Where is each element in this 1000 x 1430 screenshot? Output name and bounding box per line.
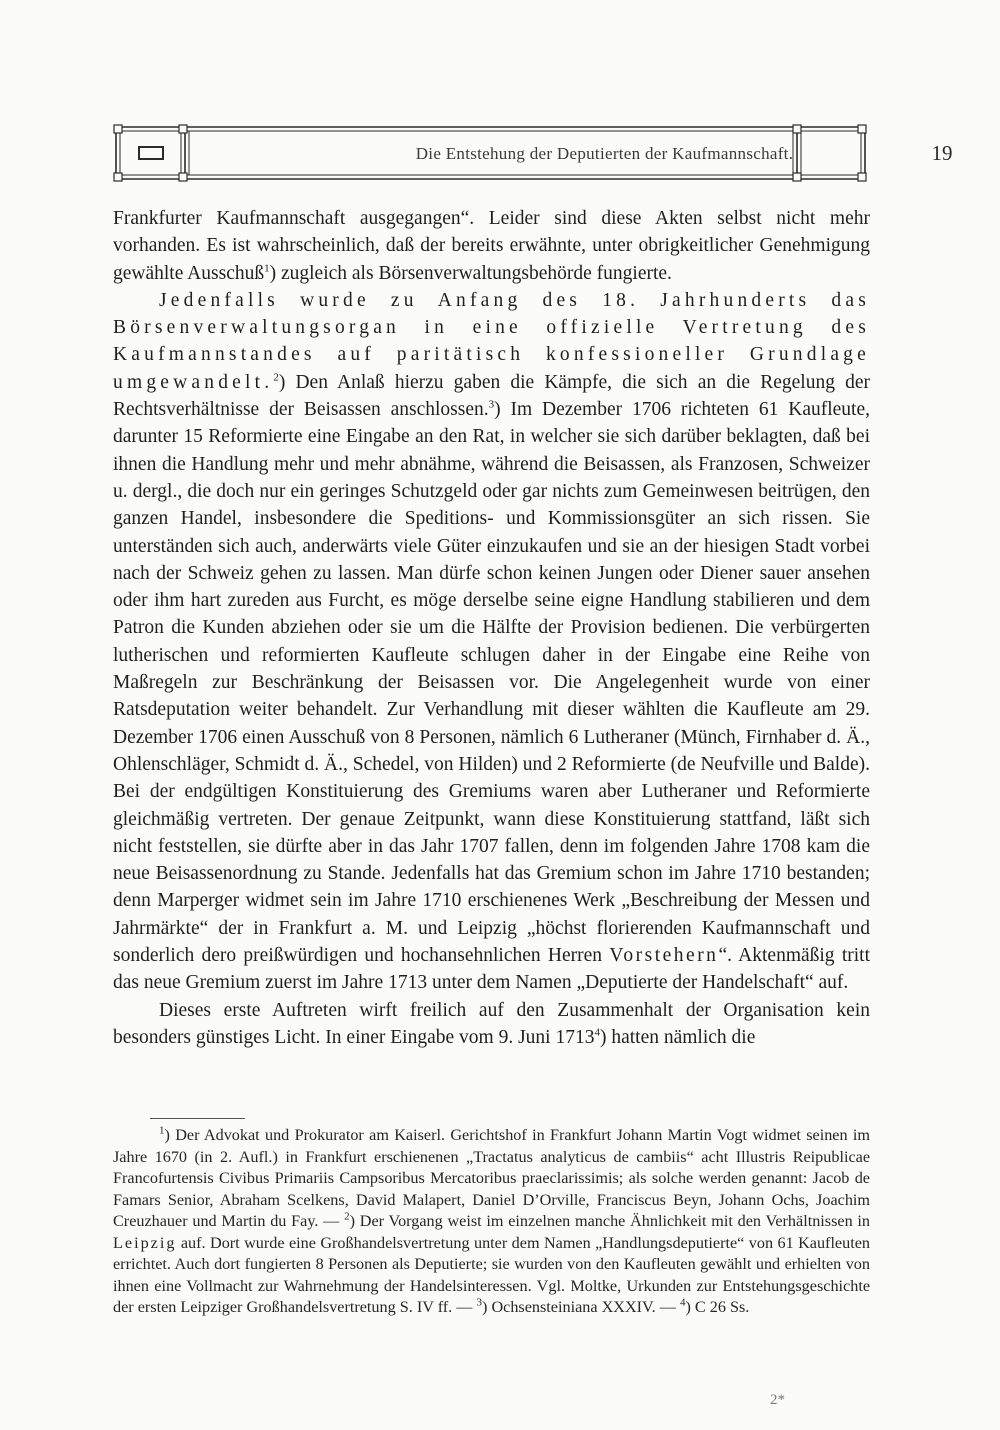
footnote-ref-3: 3 xyxy=(488,398,495,411)
footnote-separator xyxy=(150,1118,245,1119)
running-title: Die Entstehung der Deputierten der Kaufmannschaft. xyxy=(415,144,794,163)
running-header xyxy=(113,124,953,182)
paragraph-2-a: ) Den Anlaß hierzu gaben die Kämpfe, die sich an die Regelung der Rechtsverhältnisse der Beisassen anschlossen. xyxy=(113,371,870,421)
paragraph-1 xyxy=(113,205,870,287)
paragraph-1-end: ) zugleich als Börsenverwaltungsbehörde fungierte. xyxy=(269,262,672,284)
footnote-mark-3: 3 xyxy=(476,1296,483,1309)
footnote-4-text: ) C 26 Ss. xyxy=(685,1298,750,1316)
paragraph-2-b: ) Im Dezember 1706 richteten 61 Kaufleute, darunter 15 Reformierte eine Eingabe an den Rat, in welcher sie sich darüber beklagten, daß bei ihnen die Handlung mehr und mehr abnähme, während die Beisassen, als Franzosen, Schweizer u. dergl., die doch nur ein geringes Schutzgeld oder gar nichts zum Gemeinwesen beitrügen, den ganzen Handel, insbesondere die Speditions- und Kommissionsgüter an sich rissen. Sie unterständen sich auch, anderwärts viele Güter einzukaufen und sie an der hiesigen Stadt vorbei nach der Schweiz gehen zu lassen. Man dürfe schon keinen Jungen oder Diener sauer ansehen oder ihm hart zureden aus Furcht, es möge derselbe seine eigne Handlung stabilieren und dem Patron die Kunden abziehen oder sie um die Hälfte der Provision bedienen. Die verbürgerten lutherischen und reformierten Kaufleute schlugen daher in der Eingabe eine Reihe von Maßregeln zur Beschränkung der Beisassen vor. Die Angelegenheit wurde von einer Ratsdeputation weiter behandelt. Zur Verhandlung mit dieser wählten die Kaufleute am 29. Dezember 1706 einen Ausschuß von 8 Personen, nämlich 6 Lutheraner (Münch, Firnhaber d. Ä., Ohlenschläger, Schmidt d. Ä., Schedel, von Hilden) und 2 Reformierte (de Neufville und Balde). Bei der endgültigen Konstituierung des Gremiums waren aber Lutheraner und Reformierte gleichmäßig vertreten. Der genaue Zeitpunkt, wann diese Konstituierung stattfand, läßt sich nicht feststellen, sie dürfte aber in das Jahr 1707 fallen, denn im folgenden Jahre 1708 kam die neue Beisassenordnung zu Stande. Jedenfalls hat das Gremium schon im Jahre 1710 bestanden; denn Marperger widmet sein im Jahre 1710 erschienenes Werk „Beschreibung der Messen und Jahrmärkte“ der in Frankfurt a. M. und Leipzig „höchst florierenden Kaufmannschaft und sonderlich dero preißwürdigen und hochansehnlichen Herren xyxy=(113,399,871,967)
footnote-mark-2: 2 xyxy=(344,1210,350,1223)
paragraph-3-end: ) hatten nämlich die xyxy=(599,1026,756,1048)
main-text xyxy=(113,205,870,1051)
paragraph-3 xyxy=(113,997,870,1052)
footnote-ref-4: 4 xyxy=(594,1026,600,1039)
paragraph-2-c: “. Aktenmäßig tritt das neue Gremium zuerst im Jahre 1713 unter dem Namen „Deputierte der Handelschaft“ auf. xyxy=(113,945,870,994)
footnote-2-leipzig: Leipzig xyxy=(113,1233,177,1252)
paragraph-3-text: Dieses erste Auftreten wirft freilich auf den Zusammenhalt der Organisation kein besonders günstiges Licht. In einer Eingabe vom 9. Juni 1713 xyxy=(113,999,870,1048)
footnote-block xyxy=(113,1125,870,1319)
emphasized-vorstehern: Vorstehern xyxy=(609,945,719,967)
page-number: 19 xyxy=(931,141,953,165)
paragraph-1-text: Frankfurter Kaufmannschaft ausgegangen“. Leider sind diese Akten selbst nicht mehr vorhanden. Es ist wahrscheinlich, daß der bereits erwähnte, unter obrigkeitlicher Genehmigung gewählte Ausschuß xyxy=(113,208,870,284)
footnote-2-text-b: auf. Dort wurde eine Großhandelsvertretung unter dem Namen „Handlungsdeputierte“ von 61 Kaufleuten errichtet. Auch dort fungierten 8 Personen als Deputierte; sie wurden von den Kaufleuten gewählt und erhielten von ihnen eine Vollmacht zur Wahrnehmung der Handelsinteressen. Vgl. Moltke, Urkunden zur Entstehungsgeschichte der ersten Leipziger Großhandelsvertretung S. IV ff. — xyxy=(113,1233,870,1316)
footnote-ref-2: 2 xyxy=(273,371,279,384)
footnote-3-text: ) Ochsensteiniana XXXIV. — xyxy=(482,1298,680,1316)
footnote-mark-4: 4 xyxy=(679,1296,686,1309)
footnote-1-text: ) Der Advokat und Prokurator am Kaiserl. Gerichtshof in Frankfurt Johann Martin Vogt widmet seinen im Jahre 1670 (in 2. Aufl.) in Frankfurt erschienenen „Tractatus analyticus de cambiis“ acht Illustris Reipublicae Francofurtensis Civibus Primariis Campsoribus Mercatoribus praeclarissimis; als solche werden genannt: Jacob de Famars Senior, Abraham Scelkens, David Malapert, Daniel D’Orville, Franciscus Beyn, Johann Ochs, Joachim Creuzhauer und Martin du Fay. — xyxy=(113,1126,870,1230)
footnote-2-text: ) Der Vorgang weist im einzelnen manche Ähnlichkeit mit den Verhältnissen in xyxy=(349,1212,871,1230)
footnote-ref-1: 1 xyxy=(264,262,270,275)
paragraph-2 xyxy=(113,287,870,997)
footnote-mark-1: 1 xyxy=(159,1124,165,1137)
footnotes xyxy=(113,1125,870,1319)
signature-mark: 2* xyxy=(770,1392,785,1408)
emphasized-text: Jedenfalls wurde zu Anfang des 18. Jahrhunderts das Börsenverwaltungsorgan in eine offizielle Vertretung des Kaufmannstandes auf paritätisch konfessioneller Grundlage umgewandelt. xyxy=(113,289,870,393)
